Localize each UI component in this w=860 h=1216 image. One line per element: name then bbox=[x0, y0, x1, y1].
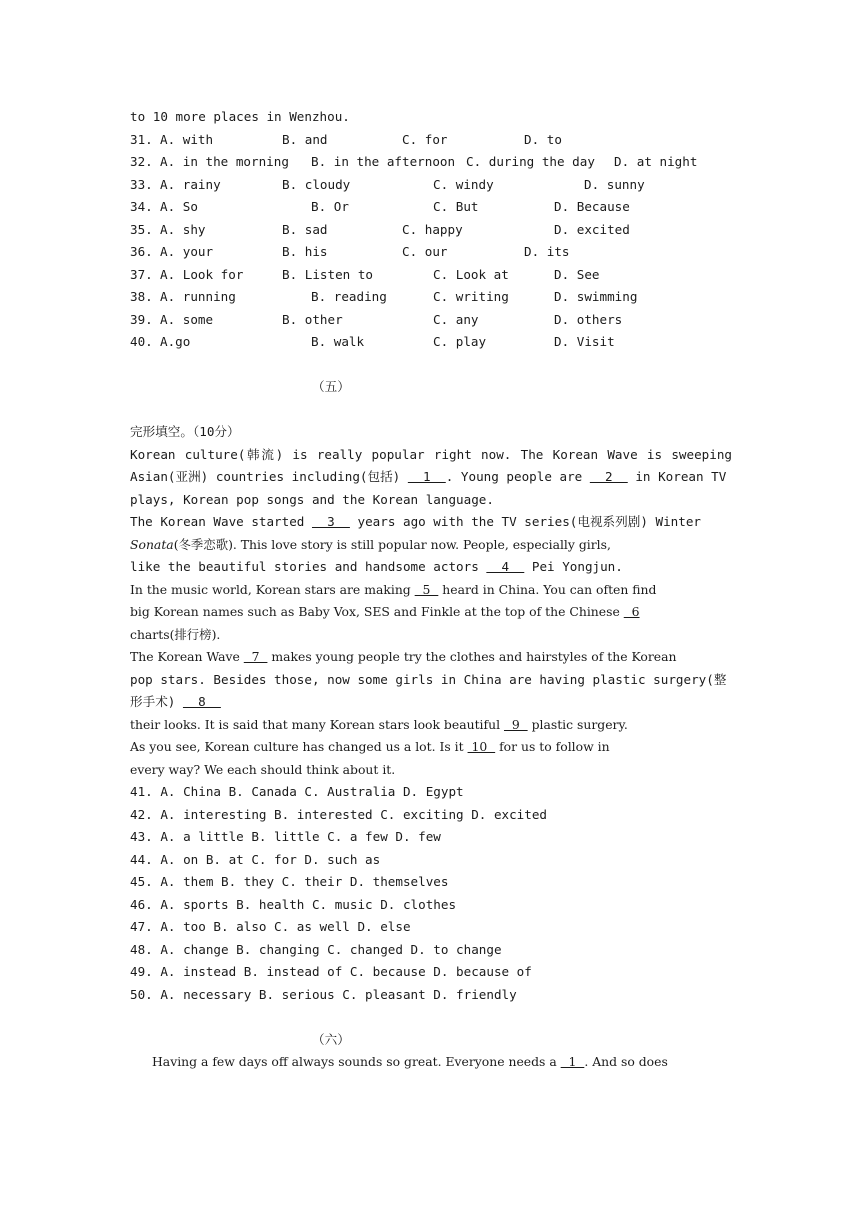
question-row bbox=[130, 309, 732, 332]
option-a: A. rainy bbox=[160, 176, 221, 192]
option-b: B. his bbox=[282, 244, 328, 259]
passage-line: Having a few days off always sounds so great. Everyone needs a 1 . And so does bbox=[152, 1054, 668, 1069]
option-b: B. other bbox=[282, 311, 343, 327]
option-a: A. Look for bbox=[160, 266, 244, 282]
passage-line: their looks. It is said that many Korean stars look beautiful 9 plastic surgery. bbox=[130, 716, 628, 732]
option-c: C. for bbox=[402, 131, 448, 147]
blank-9[interactable]: 9 bbox=[503, 716, 528, 732]
blank-6-1[interactable]: 1 bbox=[560, 1054, 585, 1069]
question-row: 41. A. China B. Canada C. Australia D. Egypt bbox=[130, 784, 464, 799]
document-page bbox=[130, 106, 732, 1074]
blank-8[interactable]: 8 bbox=[182, 694, 221, 709]
option-d: D. See bbox=[554, 266, 600, 282]
question-number: 37. bbox=[130, 266, 153, 282]
passage-line: The Korean Wave started 3 years ago with the TV series(电视系列剧) Winter bbox=[130, 514, 701, 529]
option-d: D. to bbox=[524, 131, 562, 147]
passage-line: In the music world, Korean stars are making 5 heard in China. You can often find bbox=[130, 581, 657, 597]
section-heading-6: （六） bbox=[312, 1031, 350, 1047]
passage-line: every way? We each should think about it. bbox=[130, 761, 396, 777]
question-row bbox=[130, 196, 732, 219]
question-row bbox=[130, 264, 732, 287]
instruction: 完形填空。（10分） bbox=[130, 424, 240, 439]
blank-4[interactable]: 4 bbox=[486, 559, 525, 574]
option-a: A. running bbox=[160, 289, 236, 304]
option-a: A. shy bbox=[160, 221, 206, 237]
question-row bbox=[130, 129, 732, 152]
option-a: A. So bbox=[160, 199, 198, 214]
question-row: 45. A. them B. they C. their D. themselves bbox=[130, 874, 449, 889]
blank-2[interactable]: 2 bbox=[589, 469, 628, 484]
option-c: C. writing bbox=[433, 289, 509, 304]
blank-10[interactable]: 10 bbox=[467, 739, 496, 754]
option-d: D. at night bbox=[614, 154, 698, 169]
option-c: C. Look at bbox=[433, 266, 509, 282]
passage-line: Korean culture(韩流) is really popular right now. The Korean Wave is sweeping bbox=[130, 446, 732, 462]
passage-line: charts(排行榜). bbox=[130, 626, 221, 642]
question-row bbox=[130, 241, 732, 264]
option-d: D. swimming bbox=[554, 289, 638, 304]
option-a: A. in the morning bbox=[160, 154, 289, 169]
option-b: B. walk bbox=[311, 334, 365, 349]
passage-line: As you see, Korean culture has changed us a lot. Is it 10 for us to follow in bbox=[130, 739, 610, 754]
question-number: 40. bbox=[130, 334, 153, 349]
question-number: 36. bbox=[130, 244, 153, 259]
passage-line: The Korean Wave 7 makes young people try the clothes and hairstyles of the Korean bbox=[130, 649, 677, 664]
question-row: 50. A. necessary B. serious C. pleasant D. friendly bbox=[130, 986, 517, 1002]
question-number: 35. bbox=[130, 221, 153, 237]
option-b: B. reading bbox=[311, 289, 387, 304]
option-d: D. sunny bbox=[584, 176, 645, 192]
question-number: 34. bbox=[130, 199, 153, 214]
question-row: 46. A. sports B. health C. music D. clothes bbox=[130, 896, 457, 912]
question-row bbox=[130, 151, 732, 174]
section-heading-5: （五） bbox=[312, 379, 350, 394]
passage-line: like the beautiful stories and handsome actors 4 Pei Yongjun. bbox=[130, 559, 623, 574]
blank-6[interactable]: 6 bbox=[623, 604, 640, 619]
question-number: 31. bbox=[130, 131, 153, 147]
option-c: C. happy bbox=[402, 221, 463, 237]
question-row: 42. A. interesting B. interested C. exciting D. excited bbox=[130, 806, 548, 822]
option-a: A. with bbox=[160, 131, 214, 147]
option-d: D. its bbox=[524, 244, 570, 259]
intro-line: to 10 more places in Wenzhou. bbox=[130, 109, 350, 124]
question-number: 38. bbox=[130, 289, 153, 304]
question-row: 48. A. change B. changing C. changed D. to change bbox=[130, 941, 502, 957]
option-a: A.go bbox=[160, 334, 191, 349]
option-d: D. others bbox=[554, 311, 623, 327]
option-b: B. sad bbox=[282, 221, 328, 237]
option-c: C. But bbox=[433, 199, 479, 214]
questions-41-50 bbox=[130, 781, 732, 1006]
passage-line: pop stars. Besides those, now some girls in China are having plastic surgery(整 bbox=[130, 671, 727, 687]
question-row bbox=[130, 219, 732, 242]
blank-1[interactable]: 1 bbox=[407, 469, 446, 484]
option-b: B. Or bbox=[311, 199, 349, 214]
passage-line: 形手术) 8 bbox=[130, 694, 221, 709]
option-a: A. your bbox=[160, 244, 214, 259]
option-d: D. Because bbox=[554, 199, 630, 214]
option-c: C. play bbox=[433, 334, 487, 349]
option-c: C. our bbox=[402, 244, 448, 259]
option-b: B. Listen to bbox=[282, 266, 373, 282]
question-row: 44. A. on B. at C. for D. such as bbox=[130, 851, 381, 867]
blank-7[interactable]: 7 bbox=[243, 649, 268, 664]
question-number: 33. bbox=[130, 176, 153, 192]
blank-3[interactable]: 3 bbox=[311, 514, 350, 529]
option-b: B. cloudy bbox=[282, 176, 351, 192]
option-c: C. any bbox=[433, 311, 479, 327]
option-d: D. Visit bbox=[554, 334, 615, 349]
option-d: D. excited bbox=[554, 221, 630, 237]
question-row bbox=[130, 174, 732, 197]
passage-line: big Korean names such as Baby Vox, SES and Finkle at the top of the Chinese 6 bbox=[130, 604, 640, 619]
passage-line: plays, Korean pop songs and the Korean language. bbox=[130, 491, 494, 507]
question-row bbox=[130, 286, 732, 309]
option-c: C. windy bbox=[433, 176, 494, 192]
question-row bbox=[130, 331, 732, 354]
question-row: 43. A. a little B. little C. a few D. few bbox=[130, 829, 441, 844]
option-b: B. and bbox=[282, 131, 328, 147]
blank-5[interactable]: 5 bbox=[414, 581, 439, 597]
option-a: A. some bbox=[160, 311, 214, 327]
question-number: 32. bbox=[130, 154, 153, 169]
question-number: 39. bbox=[130, 311, 153, 327]
option-c: C. during the day bbox=[466, 154, 595, 169]
questions-31-40 bbox=[130, 129, 732, 354]
passage-line: Asian(亚洲) countries including(包括) 1 . Young people are 2 in Korean TV bbox=[130, 469, 727, 484]
passage-line: Sonata(冬季恋歌). This love story is still popular now. People, especially girls, bbox=[130, 536, 611, 552]
question-row: 47. A. too B. also C. as well D. else bbox=[130, 919, 411, 934]
option-b: B. in the afternoon bbox=[311, 154, 456, 169]
question-row: 49. A. instead B. instead of C. because D. because of bbox=[130, 964, 532, 979]
passage-5 bbox=[130, 444, 732, 782]
